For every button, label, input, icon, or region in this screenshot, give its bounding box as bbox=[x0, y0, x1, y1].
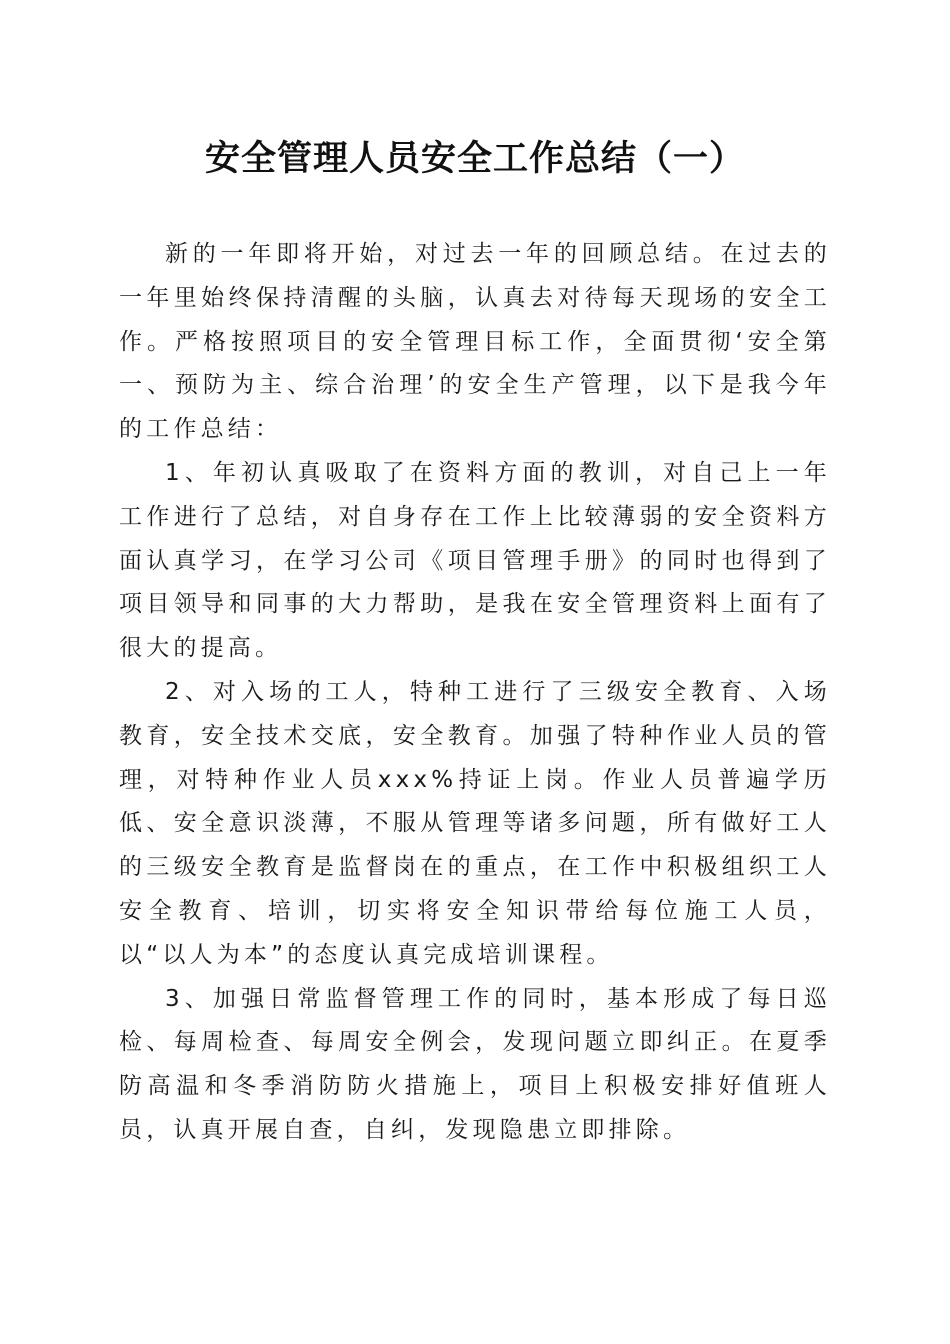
paragraph-intro: 新的一年即将开始，对过去一年的回顾总结。在过去的一年里始终保持清醒的头脑，认真去对待每天现场的安全工作。严格按照项目的安全管理目标工作，全面贯彻‘安全第一、预防为主、综合治理’的安全生产管理，以下是我今年的工作总结： bbox=[119, 241, 831, 443]
document-body bbox=[119, 233, 831, 1153]
paragraph-item-1: 1、年初认真吸取了在资料方面的教训，对自己上一年工作进行了总结，对自身存在工作上比较薄弱的安全资料方面认真学习，在学习公司《项目管理手册》的同时也得到了项目领导和同事的大力帮助，是我在安全管理资料上面有了很大的提高。 bbox=[119, 459, 831, 662]
paragraph-item-2: 2、对入场的工人，特种工进行了三级安全教育、入场教育，安全技术交底，安全教育。加强了特种作业人员的管理，对特种作业人员xxx%持证上岗。作业人员普遍学历低、安全意识淡薄，不服从管理等诸多问题，所有做好工人的三级安全教育是监督岗在的重点，在工作中积极组织工人安全教育、培训，切实将安全知识带给每位施工人员，以“以人为本”的态度认真完成培训课程。 bbox=[119, 678, 831, 968]
paragraph-item-3: 3、加强日常监督管理工作的同时，基本形成了每日巡检、每周检查、每周安全例会，发现问题立即纠正。在夏季防高温和冬季消防防火措施上，项目上积极安排好值班人员，认真开展自查，自纠，发现隐患立即排除。 bbox=[119, 985, 831, 1143]
document-title: 安全管理人员安全工作总结（一） bbox=[204, 138, 745, 179]
